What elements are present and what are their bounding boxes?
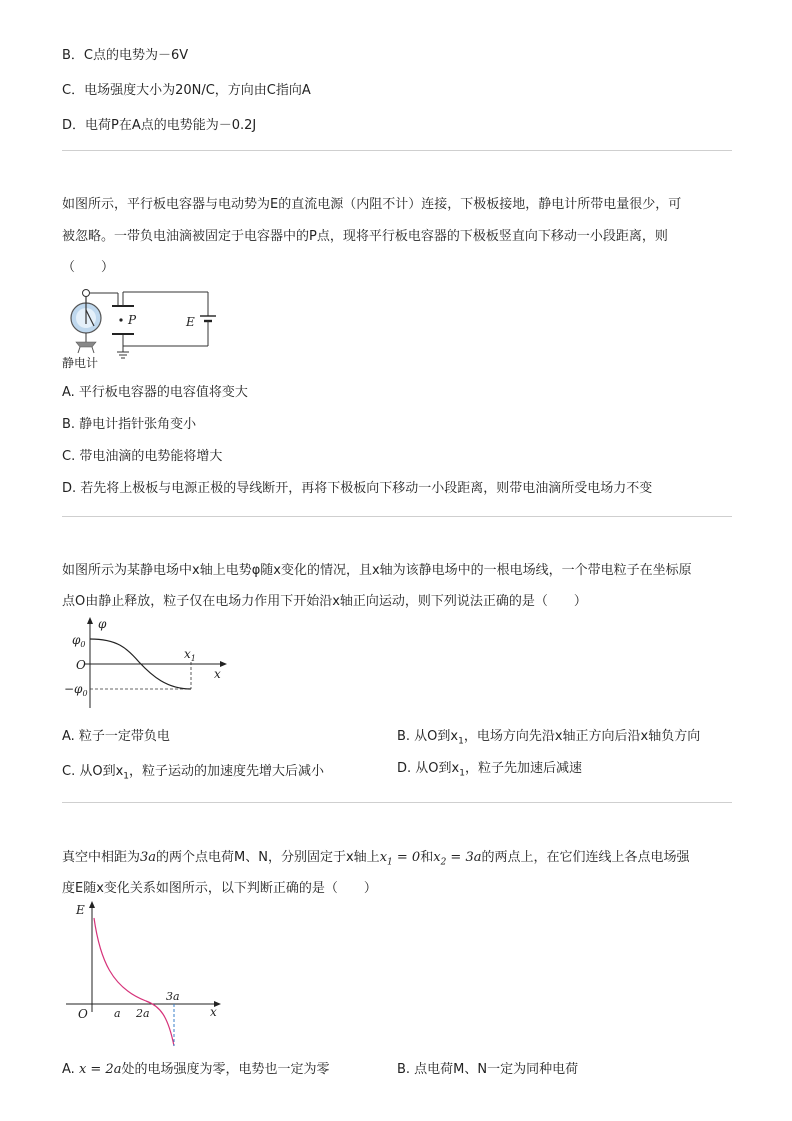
e-axis-label: E [76, 903, 85, 917]
emf-label: E [186, 315, 195, 329]
q2-stem-line2: 点O由静止释放，粒子仅在电场力作用下开始沿x轴正向运动，则下列说法正确的是（ ） [62, 594, 587, 609]
tick-2a-label: 2a [136, 1007, 150, 1020]
neg-phi0-label: −φ [64, 682, 83, 696]
q3-stem-line2: 度E随x变化关系如图所示，以下判断正确的是（ ） [62, 881, 377, 896]
x-axis-label: x [210, 1005, 217, 1019]
field-curve [94, 918, 174, 1046]
q2-option-c: C. 从O到$x_1$，粒子运动的加速度先增大后减小 [62, 764, 325, 782]
option-d-text: D．电荷P在A点的电势能为－0.2J [62, 118, 257, 133]
svg-text:x1: $x_1$ [184, 647, 196, 663]
tick-a-label: a [114, 1007, 121, 1020]
q1-stem-line2: 被忽略。一带负电油滴被固定于电容器中的P点，现将平行板电容器的下极板竖直向下移动一小段距离，则 [62, 229, 668, 244]
x-axis-label: x [214, 667, 221, 681]
divider [62, 802, 732, 803]
q1-option-c: C. 带电油滴的电势能将增大 [62, 449, 223, 464]
q1-option-a: A. 平行板电容器的电容值将变大 [62, 385, 248, 400]
q2-stem-line1: 如图所示为某静电场中x轴上电势φ随x变化的情况，且x轴为该静电场中的一根电场线，一个带电粒子在坐标原 [62, 563, 692, 578]
q2-option-d: D. 从O到$x_1$，粒子先加速后减速 [397, 761, 582, 779]
q1-option-d: D. 若先将上极板与电源正极的导线断开，再将下极板向下移动一小段距离，则带电油滴所受电场力不变 [62, 481, 653, 496]
electrometer-caption: 静电计 [62, 356, 99, 370]
q3-option-a: A. x = 2a处的电场强度为零，电势也一定为零 [62, 1062, 330, 1077]
divider [62, 150, 732, 151]
tick-3a-label: 3a [166, 990, 180, 1003]
q1-stem-line3: （ ） [62, 260, 115, 275]
origin-label: O [76, 658, 86, 672]
svg-text:φ0: $\varphi_0$ [72, 633, 86, 649]
q1-option-b: B. 静电计指针张角变小 [62, 417, 197, 432]
x1-label: x [184, 647, 191, 661]
potential-graph [62, 614, 232, 710]
q2-option-a: A. 粒子一定带负电 [62, 729, 170, 744]
phi0-label: φ [72, 633, 81, 647]
q1-stem-line1: 如图所示，平行板电容器与电动势为E的直流电源（内阻不计）连接，下极板接地，静电计所带电量很少，可 [62, 197, 682, 212]
option-c-text: C．电场强度大小为20N/C，方向由C指向A [62, 83, 311, 98]
origin-label: O [78, 1007, 88, 1021]
q3-option-b: B. 点电荷M、N一定为同种电荷 [397, 1062, 579, 1077]
point-p-label: P [128, 313, 137, 327]
divider [62, 516, 732, 517]
field-strength-graph [62, 900, 222, 1050]
option-b-text: B．C点的电势为－6V [62, 48, 189, 63]
q2-option-b: B. 从O到$x_1$，电场方向先沿x轴正方向后沿x轴负方向 [397, 729, 701, 747]
electrometer-icon [71, 290, 101, 354]
svg-text:−φ0: $-\varphi_0$ [64, 682, 88, 698]
phi-axis-label: φ [98, 617, 107, 631]
q3-stem-line1: 真空中相距为3a的两个点电荷M、N，分别固定于x轴上$x_1 = 0$和$x_2 = 3a$的两点上，在它们连线上各点电场强 [62, 850, 690, 868]
